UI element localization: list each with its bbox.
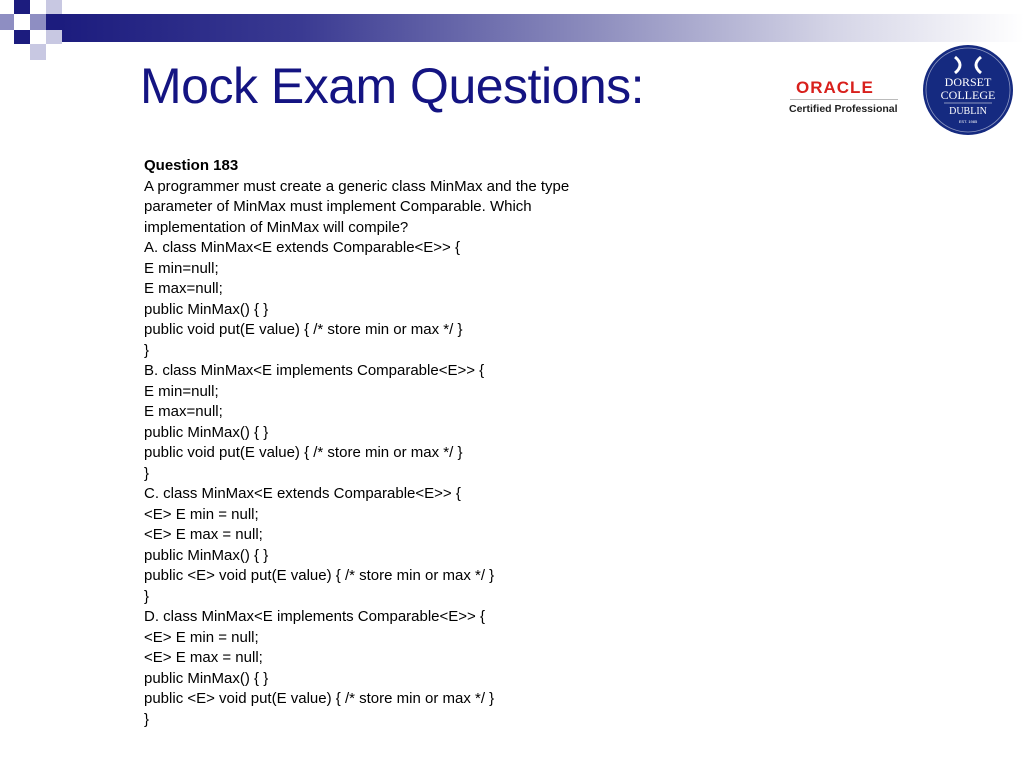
seal-est: EST. 1985: [958, 119, 978, 124]
decor-square-8: [46, 30, 62, 44]
oracle-tagline: Certified Professional: [789, 103, 898, 115]
question-heading: Question 183: [144, 157, 239, 174]
decor-square-1: [14, 0, 30, 14]
prompt-line: A programmer must create a generic class MinMax and the type: [144, 177, 570, 195]
oracle-certified-logo: [786, 74, 902, 120]
prompt-line: implementation of MinMax will compile?: [144, 218, 409, 236]
code-line: public MinMax() { }: [144, 669, 269, 687]
code-line: E min=null;: [144, 259, 219, 277]
code-line: }: [144, 464, 150, 482]
code-line: public void put(E value) { /* store min or max */ }: [144, 444, 463, 461]
code-line: E max=null;: [144, 280, 223, 297]
code-line: public MinMax() { }: [144, 300, 269, 318]
answer-option-b: [144, 361, 744, 484]
code-line: public void put(E value) { /* store min or max */ }: [144, 321, 463, 338]
decor-square-6: [46, 14, 62, 30]
code-line: }: [144, 587, 150, 605]
prompt-line: parameter of MinMax must implement Comparable. Which: [144, 198, 532, 215]
decor-square-7: [14, 30, 30, 44]
code-line: <E> E min = null;: [144, 505, 259, 523]
answer-option-c: [144, 484, 744, 607]
code-line: <E> E min = null;: [144, 628, 259, 646]
oracle-divider: [790, 99, 898, 100]
decor-square-9: [30, 44, 46, 60]
header-gradient-bar: [60, 14, 1024, 42]
seal-text-line1: DORSET: [944, 75, 992, 89]
code-line: <E> E max = null;: [144, 526, 263, 543]
answer-option-a: [144, 238, 744, 361]
slide-title: Mock Exam Questions:: [140, 58, 645, 114]
decor-square-3: [0, 14, 14, 30]
code-line: public MinMax() { }: [144, 423, 269, 441]
code-line: C. class MinMax<E extends Comparable<E>> {: [144, 485, 461, 502]
code-line: D. class MinMax<E implements Comparable<E>> {: [144, 608, 485, 625]
code-line: <E> E max = null;: [144, 649, 263, 666]
code-line: public MinMax() { }: [144, 546, 269, 564]
question-body: [144, 156, 744, 730]
question-prompt: [144, 177, 744, 239]
seal-text-line3: DUBLIN: [949, 106, 987, 117]
code-line: public <E> void put(E value) { /* store min or max */ }: [144, 690, 495, 707]
dorset-college-seal: [922, 44, 1014, 136]
code-line: }: [144, 341, 150, 359]
code-line: B. class MinMax<E implements Comparable<E>> {: [144, 362, 485, 379]
seal-text-line2: COLLEGE: [940, 88, 996, 102]
code-line: A. class MinMax<E extends Comparable<E>> {: [144, 239, 460, 256]
code-line: }: [144, 710, 150, 728]
code-line: E min=null;: [144, 382, 219, 400]
decor-square-4: [14, 14, 30, 30]
decor-square-2: [46, 0, 62, 14]
oracle-wordmark: ORACLE: [796, 78, 874, 97]
decor-square-5: [30, 14, 46, 30]
answer-option-d: [144, 607, 744, 730]
code-line: public <E> void put(E value) { /* store min or max */ }: [144, 567, 495, 584]
code-line: E max=null;: [144, 403, 223, 420]
